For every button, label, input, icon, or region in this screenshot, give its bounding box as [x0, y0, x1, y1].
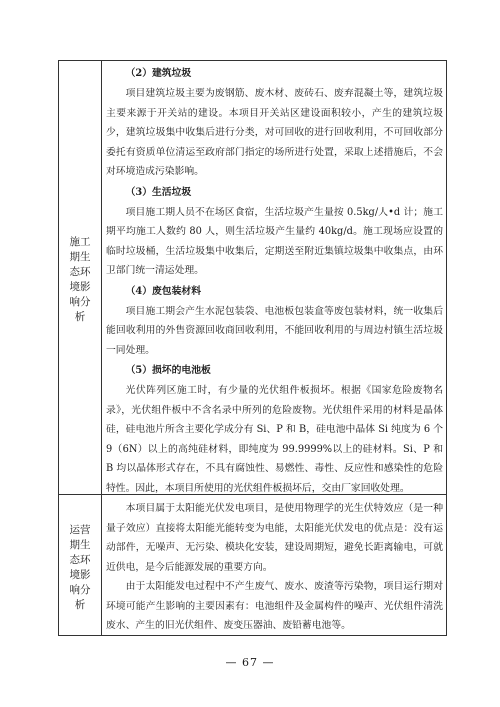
section-heading: （4）废包装材料 — [125, 285, 201, 297]
section-heading: （5）损坏的电池板 — [125, 365, 211, 376]
paragraph: 项目施工期会产生水泥包装袋、电池板包装盒等废包装材料，统一收集后能回收利用的外售资源回收商回收利用，不能回收利用的与周边村镇生活垃圾一同处理。 — [106, 305, 443, 356]
section-heading: （2）建筑垃圾 — [125, 68, 192, 79]
construction-period-label: 施工 期生 态环 境影 响分 析 — [69, 236, 91, 323]
operation-period-content — [106, 499, 443, 636]
analysis-table — [58, 60, 447, 636]
paragraph: 项目施工期人员不在场区食宿，生活垃圾产生量按 0.5kg/人•d 计；施工期平均施工人数约 80 人，则生活垃圾产生量约 40kg/d。施工现场应设置的临时垃圾桶，生活垃圾集中收集后，定期送至附近集镇垃圾集中收集点，由环卫部门统一清运处理。 — [106, 206, 443, 276]
paragraph: 本项目属于太阳能光伏发电项目，是使用物理学的光生伏特效应（是一种量子效应）直接将太阳能光能转变为电能，太阳能光伏发电的优点是：没有运动部件，无噪声、无污染、模块化安装，建设周期短，避免长距离输电，可就近供电，是今后能源发展的重要方向。 — [106, 503, 443, 573]
column-divider — [101, 61, 102, 635]
paragraph: 项目建筑垃圾主要为废钢筋、废木材、废砖石、废弃混凝土等，建筑垃圾主要来源于开关站的建设。本项目开关站区建设面积较小，产生的建筑垃圾少，建筑垃圾集中收集后进行分类，对可回收的进行回收利用，不可回收部分委托有资质单位清运至政府部门指定的场所进行处置，采取上述措施后，不会对环境造成污染影响。 — [106, 88, 443, 177]
operation-period-label: 运营 期生 态环 境影 响分 析 — [69, 524, 91, 611]
section-heading: （3）生活垃圾 — [125, 186, 192, 198]
construction-period-content — [106, 63, 443, 498]
paragraph: 由于太阳能发电过程中不产生废气、废水、废渣等污染物，项目运行期对环境可能产生影响的主要因素有：电池组件及金属构件的噪声、光伏组件清洗废水、产生的旧光伏组件、废变压器油、废铅蓄电池等。 — [106, 581, 443, 631]
page-number: — 67 — — [225, 656, 275, 669]
paragraph: 光伏阵列区施工时，有少量的光伏组件板损坏。根据《国家危险废物名录》，光伏组件板中不含名录中所列的危险废物。光伏组件采用的材料是晶体硅，硅电池片所含主要化学成分有 Si、P 和 B，硅电池中晶体 Si 纯度为 6 个 9（6N）以上的高纯硅材料，即纯度为 99.9999%以上的硅材料。Si、P 和 B 均以晶体形式存在，不具有腐蚀性、易燃性、毒性、反应性和感染性的危险特性。因此，本项目所使用的光伏组件板损坏后，交由厂家回收处理。 — [106, 385, 443, 494]
